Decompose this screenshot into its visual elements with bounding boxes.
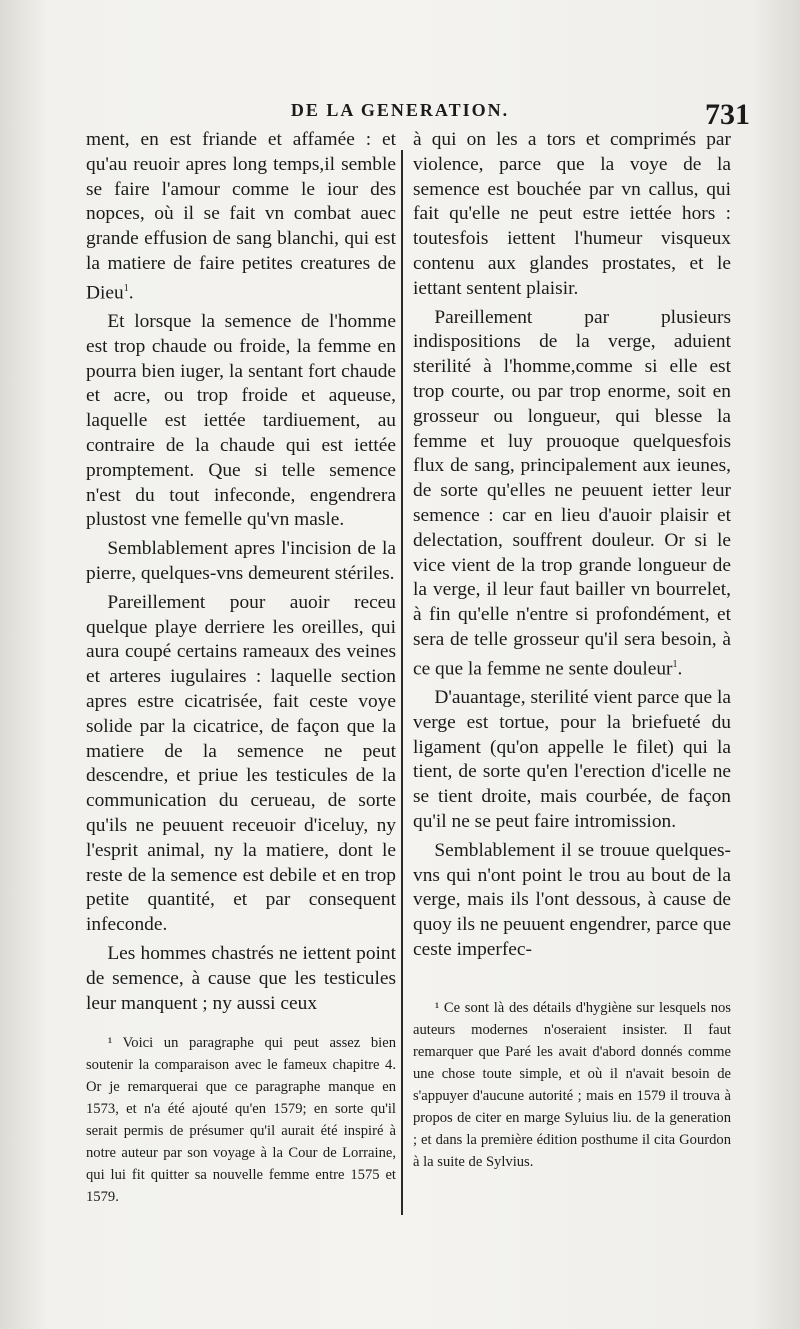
page-number: 731	[705, 98, 750, 131]
left-column	[86, 128, 396, 1208]
paragraph: Les hommes chastrés ne iettent point de semence, à cause que les testicules leur manquent ; ny aussi ceux	[86, 942, 396, 1014]
paragraph: Semblablement apres l'incision de la pierre, quelques-vns demeurent stériles.	[86, 538, 396, 585]
footnote-text: ¹ Ce sont là des détails d'hygiène sur lesquels nos auteurs modernes n'oseraient insister. Il faut remarquer que Paré les avait d'abord donnés comme une chose toute simple, et où il n'avait besoin de s'appuyer d'aucune autorité ; mais en 1579 il trouva à propos de citer en marge Syluius liu. de la generation ; et dans la première édition posthume il cita Gourdon à la suite de Sylvius.	[413, 999, 731, 1170]
paragraph: D'auantage, sterilité vient parce que la verge est tortue, pour la briefueté du ligament (qu'on appelle le filet) qui la tient, de sorte qu'en l'erection d'icelle ne se tient droite, mais courbée, de façon qu'il ne se peut faire intromission.	[413, 687, 731, 832]
footnote-text: ¹ Voici un paragraphe qui peut assez bien soutenir la comparaison avec le fameux chapitre 4. Or je remarquerai que ce paragraphe manque en 1573, et n'a été ajouté qu'en 1579; en sorte qu'il serait permis de présumer qu'il aurait été inspiré à notre auteur par son voyage à la Cour de Lorraine, qui lui fit quitter sa nouvelle femme entre 1575 et 1579.	[86, 1035, 396, 1206]
paragraph: ment, en est friande et affamée : et qu'au reuoir apres long temps,il semble se faire l'amour comme le iour des nopces, où il se fait vn combat auec grande effusion de sang blanchi, qui est la matiere de faire petites creatures de Dieu$^1$.	[86, 129, 396, 304]
paragraph: Pareillement par plusieurs indispositions de la verge, aduient sterilité à l'homme,comme si elle est trop courte, ou par trop enorme, soit en grosseur ou longueur, qui blesse la femme et luy prouoque quelquesfois flux de sang, principalement aux ieunes, de sorte qu'elles ne peuuent ietter leur semence : car en lieu d'auoir plaisir et delectation, souffrent douleur. Or si le vice vient de la trop grande longueur de la verge, il leur faut bailler vn bourrelet, à fin qu'elle n'entre si profondément, et sera de telle grosseur qu'il sera besoin, à ce que la femme ne sente douleur$^1$.	[413, 306, 731, 680]
footnote	[86, 1032, 396, 1208]
paragraph: Semblablement il se trouue quelques-vns qui n'ont point le trou au bout de la verge, mais ils l'ont dessous, à cause de quoy ils ne peuuent engendrer, parce que ceste imperfec-	[413, 839, 731, 960]
right-column	[413, 128, 731, 1173]
column-divider	[401, 150, 403, 1215]
paragraph: Et lorsque la semence de l'homme est trop chaude ou froide, la femme en pourra bien iuger, la sentant fort chaude et acre, ou trop froide et aqueuse, laquelle est iettée tardiuement, au contraire de la chaude qui est iettée promptement. Que si telle semence n'est du tout infeconde, engendrera plustost vne femelle qu'vn masle.	[86, 311, 396, 531]
paragraph: Pareillement pour auoir receu quelque playe derriere les oreilles, qui aura coupé certains rameaux des veines et arteres iugulaires : laquelle section apres estre cicatrisée, fait ceste voye solide par la cicatrice, de façon que la matiere de la semence ne peut descendre, et priue les testicules de la communication du cerueau, de sorte qu'ils ne peuuent receuoir d'iceluy, ny l'esprit animal, ny la matiere, dont le reste de la semence est debile et en trop petite quantité, et par consequent infeconde.	[86, 591, 396, 936]
paragraph: à qui on les a tors et comprimés par violence, parce que la voye de la semence est bouchée par vn callus, qui fait qu'elle ne peut estre iettée hors : toutesfois iettent l'humeur visqueux contenu aux glandes prostates, et le iettant sentent plaisir.	[413, 129, 731, 299]
footnote-ref: 1	[123, 282, 129, 294]
footnote	[413, 997, 731, 1173]
footnote-ref: 1	[672, 658, 678, 670]
running-head: DE LA GENERATION.	[290, 100, 510, 120]
